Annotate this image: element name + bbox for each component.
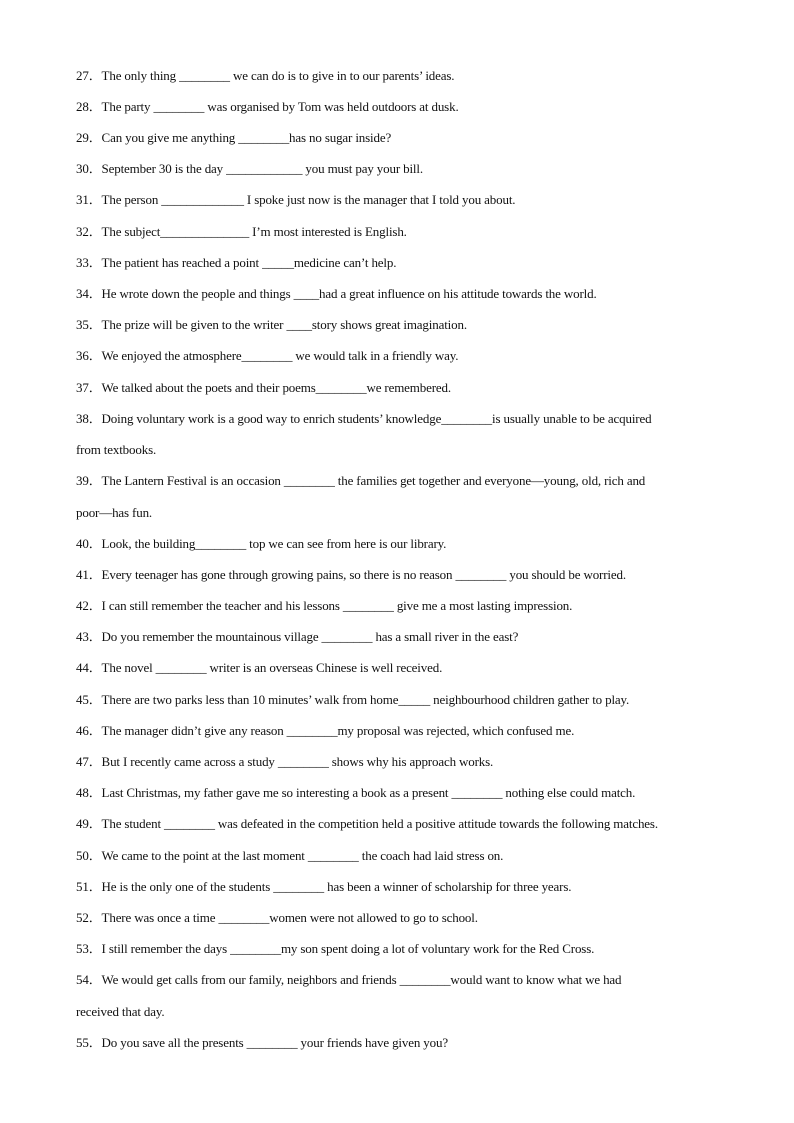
question-51: 51．He is the only one of the students ________ has been a winner of scholarship for three years. bbox=[76, 879, 572, 894]
question-27: 27．The only thing ________ we can do is to give in to our parents’ ideas. bbox=[76, 68, 455, 83]
question-39: 39．The Lantern Festival is an occasion ________ the families get together and everyone—young, old, rich and bbox=[76, 473, 646, 488]
question-52: 52．There was once a time ________women were not allowed to go to school. bbox=[76, 910, 478, 925]
question-55: 55．Do you save all the presents ________ your friends have given you? bbox=[76, 1035, 448, 1050]
question-50: 50．We came to the point at the last moment ________ the coach had laid stress on. bbox=[76, 848, 504, 863]
question-46: 46．The manager didn’t give any reason ________my proposal was rejected, which confused me. bbox=[76, 723, 575, 738]
question-48: 48．Last Christmas, my father gave me so interesting a book as a present ________ nothing else could match. bbox=[76, 785, 636, 800]
question-39-cont: poor—has fun. bbox=[76, 505, 153, 520]
question-31: 31．The person _____________ I spoke just now is the manager that I told you about. bbox=[76, 192, 516, 207]
question-44: 44．The novel ________ writer is an overseas Chinese is well received. bbox=[76, 660, 443, 675]
question-45: 45．There are two parks less than 10 minutes’ walk from home_____ neighbourhood children gather to play. bbox=[76, 692, 630, 707]
question-38: 38．Doing voluntary work is a good way to enrich students’ knowledge________is usually unable to be acquired bbox=[76, 411, 652, 426]
question-38-cont: from textbooks. bbox=[76, 442, 157, 457]
question-34: 34．He wrote down the people and things ____had a great influence on his attitude towards the world. bbox=[76, 286, 597, 301]
question-28: 28．The party ________ was organised by Tom was held outdoors at dusk. bbox=[76, 99, 459, 114]
question-47: 47．But I recently came across a study ________ shows why his approach works. bbox=[76, 754, 494, 769]
question-43: 43．Do you remember the mountainous village ________ has a small river in the east? bbox=[76, 629, 519, 644]
question-40: 40．Look, the building________ top we can see from here is our library. bbox=[76, 536, 447, 551]
question-49: 49．The student ________ was defeated in the competition held a positive attitude towards the following matches. bbox=[76, 816, 658, 831]
question-30: 30．September 30 is the day ____________ you must pay your bill. bbox=[76, 161, 423, 176]
question-29: 29．Can you give me anything ________has no sugar inside? bbox=[76, 130, 392, 145]
question-35: 35．The prize will be given to the writer ____story shows great imagination. bbox=[76, 317, 467, 332]
question-54-cont: received that day. bbox=[76, 1004, 165, 1019]
question-32: 32．The subject______________ I’m most interested is English. bbox=[76, 224, 407, 239]
question-53: 53．I still remember the days ________my son spent doing a lot of voluntary work for the Red Cross. bbox=[76, 941, 595, 956]
question-37: 37．We talked about the poets and their poems________we remembered. bbox=[76, 380, 451, 395]
question-33: 33．The patient has reached a point _____medicine can’t help. bbox=[76, 255, 397, 270]
question-36: 36．We enjoyed the atmosphere________ we would talk in a friendly way. bbox=[76, 348, 459, 363]
question-41: 41．Every teenager has gone through growing pains, so there is no reason ________ you should be worried. bbox=[76, 567, 626, 582]
question-54: 54．We would get calls from our family, neighbors and friends ________would want to know what we had bbox=[76, 972, 622, 987]
question-42: 42．I can still remember the teacher and his lessons ________ give me a most lasting impression. bbox=[76, 598, 573, 613]
